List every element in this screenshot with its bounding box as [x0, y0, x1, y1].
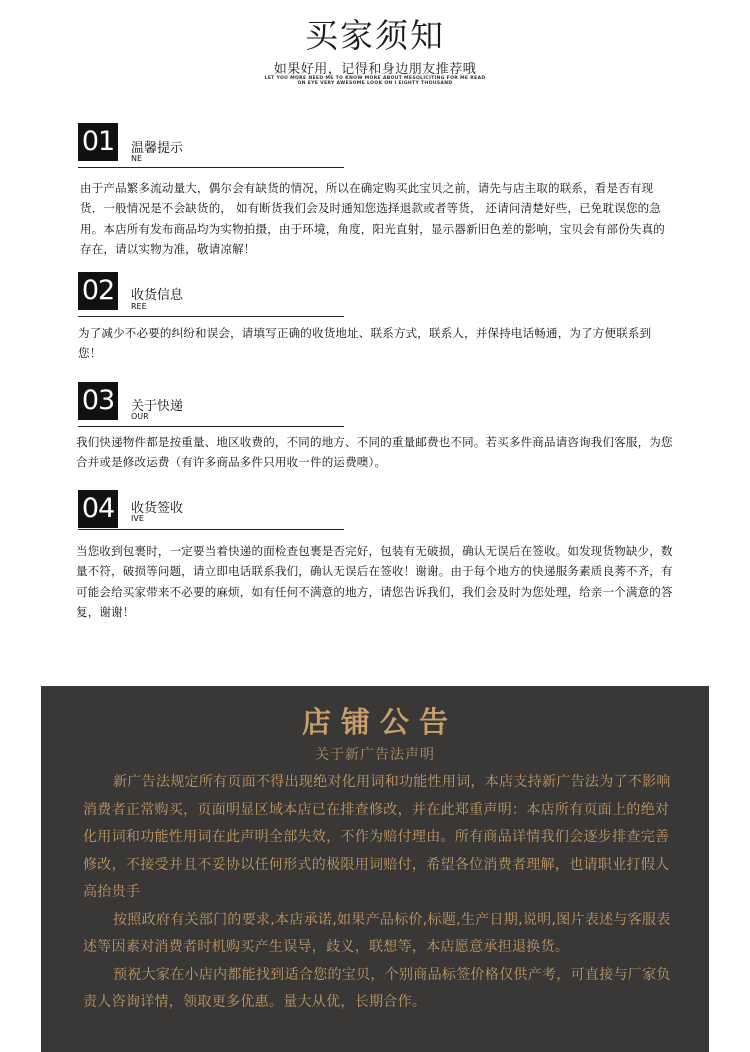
section-divider — [78, 167, 344, 168]
section-number: 01 — [78, 123, 118, 161]
section-number: 04 — [78, 490, 118, 528]
store-notice-panel — [41, 686, 709, 1052]
section-number: 02 — [78, 272, 118, 310]
decorative-english-line-1: LET YOU MORE NEED ME TO KNOW MORE ABOUT MESOLICITING FOR ME READ — [264, 76, 486, 81]
store-notice-subtitle: 关于新广告法声明 — [315, 747, 435, 763]
notice-paragraph: 按照政府有关部门的要求,本店承诺,如果产品标价,标题,生产日期,说明,图片表述与客服表述等因素对消费者时机购买产生误导，歧义，联想等，本店愿意承担退换货。 — [83, 911, 671, 955]
notice-paragraph: 预祝大家在小店内都能找到适合您的宝贝，个别商品标签价格仅供产考，可直接与厂家负责人咨询详情，领取更多优惠。量大从优，长期合作。 — [83, 966, 671, 1010]
section-body: 由于产品繁多流动量大，偶尔会有缺货的情况，所以在确定购买此宝贝之前，请先与店主取的联系，看是否有现货．一般情况是不会缺货的， 如有断货我们会及时通知您选择退款或者等货， 还请问清楚好些，已免耽误您的急用。本店所有发布商品均为实物拍摄，由于环境，角度，阳光直射，显示器新旧色差的影响，宝贝会有部份失真的存在，请以实物为准，敬请凉解！ — [80, 181, 665, 256]
section-heading: 温馨提示 — [131, 141, 184, 156]
notice-paragraph: 新广告法规定所有页面不得出现绝对化用词和功能性用词，本店支持新广告法为了不影响消费者正常购买，页面明显区域本店已在排查修改，并在此郑重声明：本店所有页面上的绝对化用词和功能性用词在此声明全部失效，不作为赔付理由。所有商品详情我们会逐步排查完善修改，不接受并且不妥协以任何形式的极限用词赔付，希望各位消费者理解，也请职业打假人高抬贵手 — [83, 774, 671, 900]
section-divider — [78, 529, 344, 530]
page-title: 买家须知 — [305, 16, 445, 55]
section-heading-sub: NE — [131, 154, 143, 163]
section-heading-sub: REE — [131, 302, 147, 311]
section-body: 为了减少不必要的纠纷和误会，请填写正确的收货地址、联系方式，联系人，并保持电话畅通，为了方便联系到您！ — [78, 326, 652, 361]
section-body: 我们快递物件都是按重量、地区收费的，不同的地方、不同的重量邮费也不同。若买多件商品请咨询我们客服，为您合并或是修改运费（有许多商品多件只用收一件的运费噢）。 — [76, 435, 673, 470]
section-number: 03 — [78, 382, 118, 420]
store-notice-title: 店铺公告 — [301, 705, 458, 739]
section-heading-sub: IVE — [131, 514, 144, 523]
section-body: 当您收到包裹时，一定要当着快递的面检查包裹是否完好，包装有无破损，确认无误后在签收。如发现货物缺少，数量不符，破损等问题，请立即电话联系我们，确认无误后在签收！谢谢。由于每个地方的快递服务素质良莠不齐，有可能会给买家带来不必要的麻烦，如有任何不满意的地方，请您告诉我们，我们会及时为您处理，给亲一个满意的答复，谢谢！ — [76, 544, 673, 619]
page-subtitle: 如果好用，记得和身边朋友推荐哦 — [273, 62, 477, 77]
decorative-english-line-2: ON EYE VERY AWESOME LOOK ON I EIGHTY THOUSAND — [297, 81, 453, 86]
section-heading: 收货签收 — [131, 501, 184, 516]
section-heading-sub: OUR — [131, 412, 149, 421]
section-heading: 收货信息 — [131, 288, 184, 303]
section-divider — [78, 426, 344, 427]
section-divider — [78, 316, 344, 317]
store-notice-body — [83, 769, 673, 1017]
section-heading: 关于快递 — [131, 399, 184, 414]
